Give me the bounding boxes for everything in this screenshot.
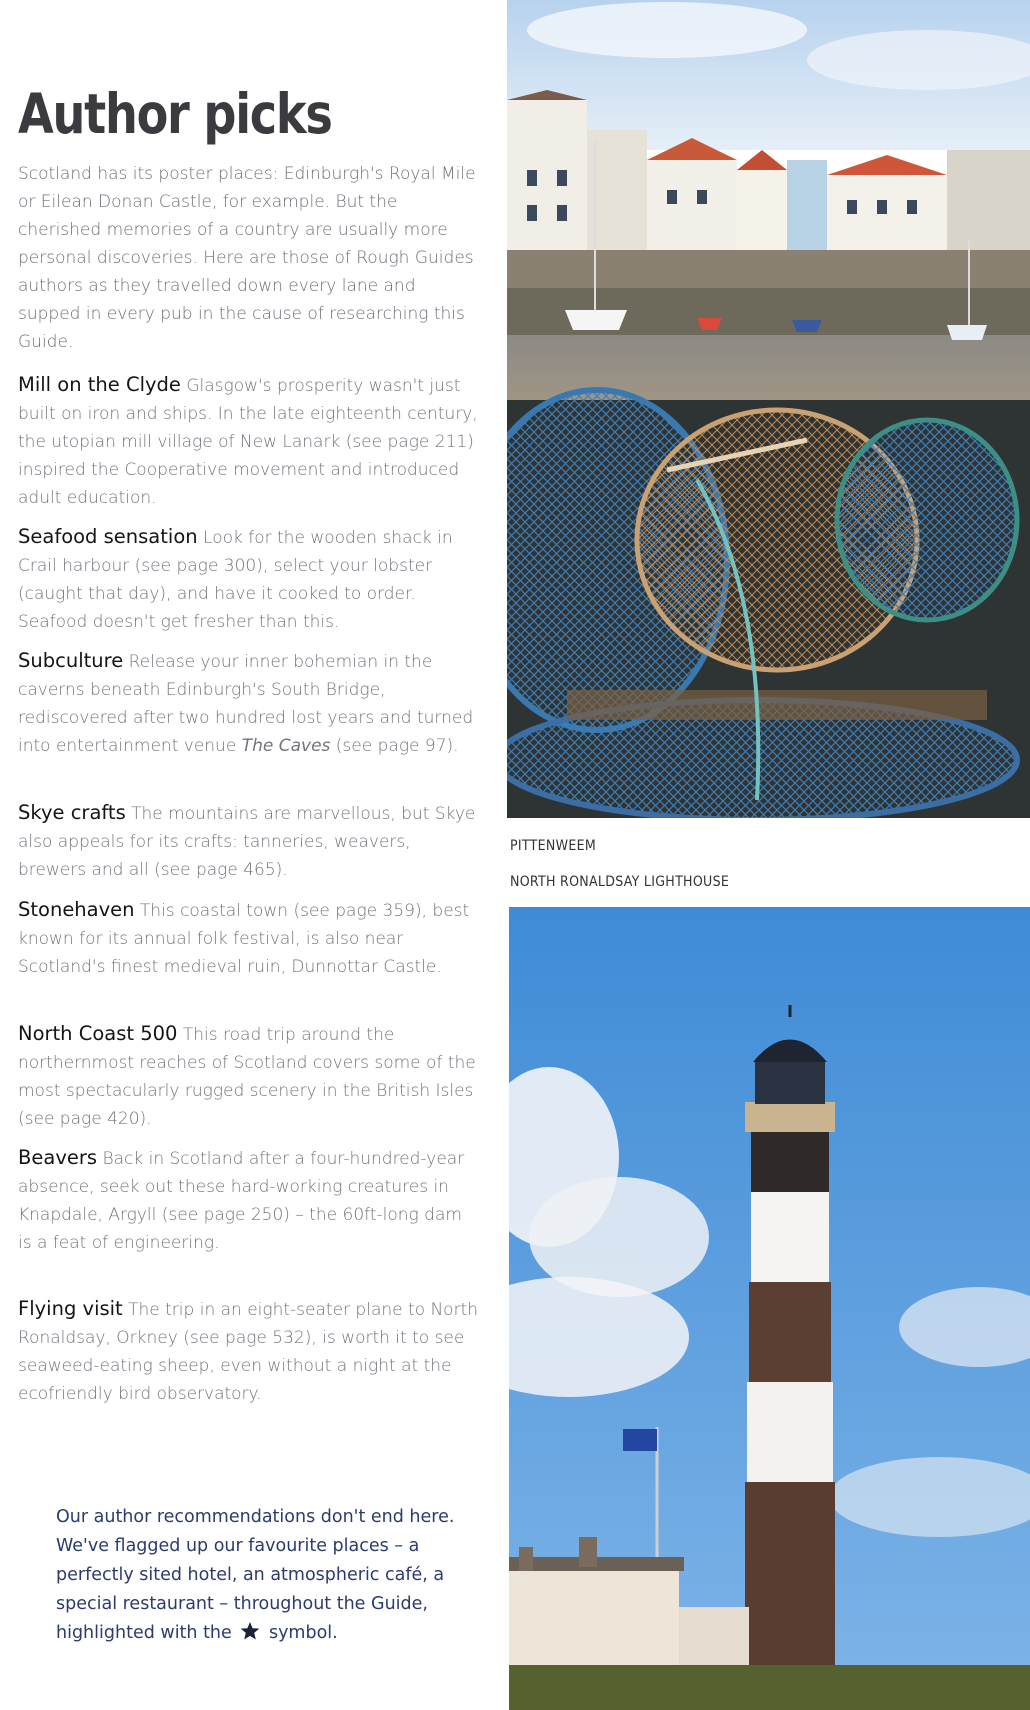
- pick-title: Flying visit: [18, 1297, 123, 1320]
- pick-description: Release your inner bohemian in the caverns beneath Edinburgh's South Bridge, rediscovered after two hundred lost years and turned into entertainment venue: [18, 652, 474, 756]
- pick-description: This coastal town (see page 359), best known for its annual folk festival, is also near Scotland's finest medieval ruin, Dunnottar Castle.: [18, 901, 470, 977]
- pick-description: This road trip around the northernmost reaches of Scotland covers some of the most spectacularly rugged scenery in the British Isles (see page 420).: [18, 1025, 476, 1129]
- page-heading: Author picks: [18, 82, 332, 146]
- author-recommendation-note: [56, 1503, 466, 1648]
- pick-north-coast-500: [18, 1020, 480, 1133]
- pick-mill-on-the-clyde: [18, 371, 480, 512]
- pick-beavers: [18, 1144, 480, 1257]
- note-text: Our author recommendations don't end here. We've flagged up our favourite places – a perfectly sited hotel, an atmospheric café, a special restaurant – throughout the Guide, highlighted with the: [56, 1507, 455, 1643]
- pick-title: Subculture: [18, 649, 124, 672]
- pick-skye-crafts: [18, 799, 480, 884]
- text-column: [18, 0, 480, 1710]
- intro-paragraph: Scotland has its poster places: Edinburgh's Royal Mile or Eilean Donan Castle, for example. But the cherished memories of a country are usually more personal discoveries. Here are those of Rough Guides authors as they travelled down every lane and supped in every pub in the cause of researching this Guide.: [18, 164, 476, 352]
- pick-flying-visit: [18, 1295, 480, 1408]
- bottom-photo-caption: NORTH RONALDSAY LIGHTHOUSE: [510, 874, 730, 890]
- pick-title: North Coast 500: [18, 1022, 178, 1045]
- pick-title: Mill on the Clyde: [18, 373, 181, 396]
- pick-title: Beavers: [18, 1146, 98, 1169]
- pick-description-end: (see page 97).: [330, 736, 459, 756]
- venue-name: The Caves: [241, 736, 331, 756]
- lighthouse-photo: [509, 907, 1030, 1710]
- pick-title: Seafood sensation: [18, 525, 198, 548]
- pick-title: Stonehaven: [18, 898, 135, 921]
- pick-stonehaven: [18, 896, 480, 981]
- pick-seafood-sensation: [18, 523, 480, 636]
- pittenweem-photo: [507, 0, 1030, 818]
- pick-description: Back in Scotland after a four-hundred-year absence, seek out these hard-working creatures in Knapdale, Argyll (see page 250) – the 60ft-long dam is a feat of engineering.: [18, 1149, 465, 1253]
- note-text-end: symbol.: [268, 1623, 338, 1643]
- pick-description: Look for the wooden shack in Crail harbour (see page 300), select your lobster (caught that day), and have it cooked to order. Seafood doesn't get fresher than this.: [18, 528, 453, 632]
- pick-description: The trip in an eight-seater plane to North Ronaldsay, Orkney (see page 532), is worth it to see seaweed-eating sheep, even without a night at the ecofriendly bird observatory.: [18, 1300, 479, 1404]
- star-icon: [240, 1621, 260, 1641]
- pick-description: Glasgow's prosperity wasn't just built on iron and ships. In the late eighteenth century, the utopian mill village of New Lanark (see page 211) inspired the Cooperative movement and introduced adult education.: [18, 376, 478, 508]
- pick-subculture: [18, 647, 480, 760]
- pick-title: Skye crafts: [18, 801, 126, 824]
- pick-description: The mountains are marvellous, but Skye also appeals for its crafts: tanneries, weavers, brewers and all (see page 465).: [18, 804, 476, 880]
- top-photo-caption: PITTENWEEM: [510, 838, 597, 854]
